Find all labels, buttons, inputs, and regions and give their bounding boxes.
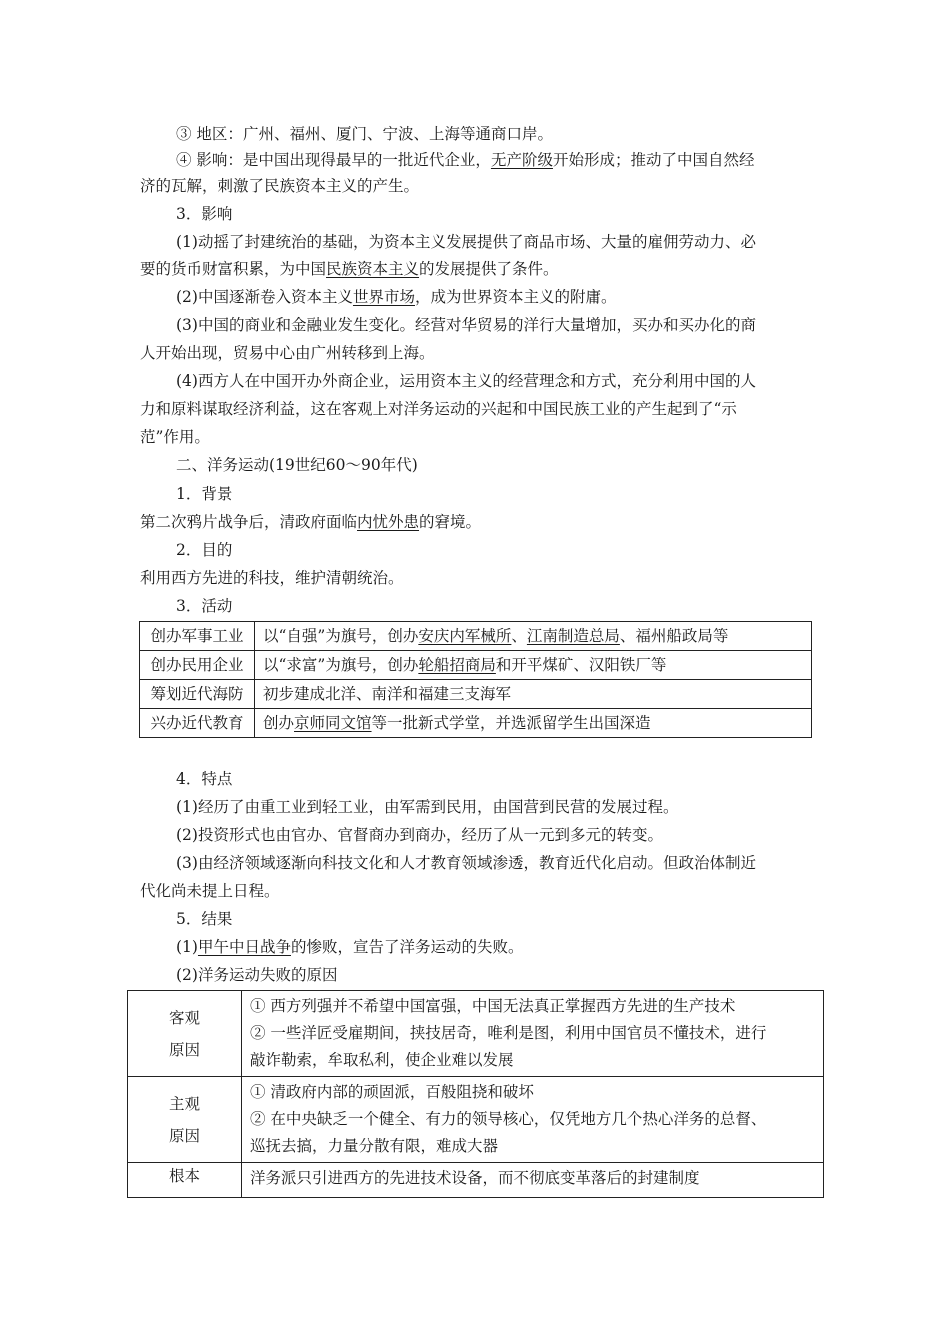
heading-features: 4．特点 [176,770,233,788]
underlined-term: 京师同文馆 [294,714,372,732]
underlined-term: 民族资本主义 [326,260,420,278]
failure-reasons-table [127,990,824,1198]
cell-key-line: 客观 [168,1008,200,1027]
table-cell-value [255,651,812,680]
cell-text: 以“自强”为旗号，创办 [263,627,419,645]
table-row [128,991,824,1077]
cell-line: 巡抚去搞，力量分散有限，难成大器 [250,1137,499,1155]
table-cell-value [242,1077,824,1163]
influence-4 [176,368,812,394]
table-cell-value [242,991,824,1077]
underlined-term: 内忧外患 [357,513,420,531]
heading-activities: 3．活动 [176,597,233,615]
cell-text: 、 [511,627,527,645]
table-row [128,1163,824,1198]
text-i4a: (4)西方人在中国开办外商企业，运用资本主义的经营理念和方式，充分利用中国的人 [176,372,756,390]
underlined-term: 轮船招商局 [418,656,496,674]
table-row [140,680,812,709]
influence-4-end [140,424,812,450]
table-cell-key [128,1077,242,1163]
cell-line: 敲诈勒索，牟取私利，使企业难以发展 [250,1051,514,1069]
text-i1b: 要的货币财富积累，为中国 [140,260,327,278]
influence-4-cont [140,396,812,422]
table-row [140,622,812,651]
cell-key-line: 原因 [168,1040,200,1059]
heading-aim: 2．目的 [176,541,233,559]
section-heading: 二、洋务运动(19世纪60～90年代) [176,456,418,474]
text-i1c: 的发展提供了条件。 [419,260,559,278]
text-i2a: (2)中国逐渐卷入资本主义 [176,288,353,306]
text-i1a: (1)动摇了封建统治的基础，为资本主义发展提供了商品市场、大量的雇佣劳动力、必 [176,233,756,251]
influence-3-cont [140,340,812,366]
feature-1: (1)经历了由重工业到轻工业，由军需到民用，由国营到民营的发展过程。 [176,798,679,816]
influence-3 [176,312,812,338]
result-2: (2)洋务运动失败的原因 [176,966,338,984]
table-cell-key: 创办民用企业 [140,651,255,680]
cell-text: 和开平煤矿、汉阳铁厂等 [495,656,667,674]
text-bg-b: 的窘境。 [419,513,482,531]
aim-text: 利用西方先进的科技，维护清朝统治。 [140,569,404,587]
text-r1p: (1) [176,938,198,956]
text-impact-c: 济的瓦解，刺激了民族资本主义的产生。 [140,177,420,195]
table-row [128,1077,824,1163]
influence-1-cont [140,256,812,282]
heading-background: 1．背景 [176,485,233,503]
cell-text: 、福州船政局等 [619,627,729,645]
text-bg-a: 第二次鸦片战争后，清政府面临 [140,513,358,531]
feature-3-cont: 代化尚未提上日程。 [140,882,280,900]
table-cell-key [128,991,242,1077]
table-row [140,709,812,738]
text-i3b: 人开始出现，贸易中心由广州转移到上海。 [140,344,435,362]
activities-table [139,621,812,738]
underlined-term: 安庆内军械所 [418,627,512,645]
text-i3a: (3)中国的商业和金融业发生变化。经营对华贸易的洋行大量增加，买办和买办化的商 [176,316,756,334]
table-cell-value [242,1163,824,1198]
feature-3: (3)由经济领域逐渐向科技文化和人才教育领域渗透，教育近代化启动。但政治体制近 [176,854,756,872]
feature-2: (2)投资形式也由官办、官督商办到商办，经历了从一元到多元的转变。 [176,826,663,844]
cell-line: 洋务派只引进西方的先进技术设备，而不彻底变革落后的封建制度 [250,1169,700,1187]
table-cell-value [255,709,812,738]
influence-1 [176,229,812,255]
result-1 [176,934,812,960]
cell-key-line: 主观 [168,1094,200,1113]
background-text [140,509,812,535]
heading-influence: 3．影响 [176,205,233,223]
table-cell-key: 筹划近代海防 [140,680,255,709]
text-i4b: 力和原料谋取经济利益，这在客观上对洋务运动的兴起和中国民族工业的产生起到了“示 [140,400,737,418]
paragraph-impact [176,147,812,173]
table-cell-value [255,622,812,651]
cell-line: ② 在中央缺乏一个健全、有力的领导核心，仅凭地方几个热心洋务的总督、 [250,1110,767,1128]
table-cell-key: 创办军事工业 [140,622,255,651]
cell-text: 创办 [263,714,295,732]
text-region: 广州、福州、厦门、宁波、上海等通商口岸。 [242,125,553,143]
text-impact-b: 开始形成；推动了中国自然经 [552,151,755,169]
table-cell-value: 初步建成北洋、南洋和福建三支海军 [255,680,812,709]
heading-result: 5．结果 [176,910,233,928]
cell-line: ① 清政府内部的顽固派，百般阻挠和破坏 [250,1083,534,1101]
table-cell-key: 兴办近代教育 [140,709,255,738]
influence-2 [176,284,812,310]
cell-line: ② 一些洋匠受雇期间，挟技居奇，唯利是图，利用中国官员不懂技术，进行 [250,1024,767,1042]
underlined-term: 甲午中日战争 [197,938,291,956]
table-cell-key: 根本 [128,1163,242,1198]
paragraph-impact-cont [140,173,812,199]
label-region: ③ 地区： [176,125,243,143]
text-i2b: ，成为世界资本主义的附庸。 [414,288,617,306]
text-i4c: 范”作用。 [140,428,210,446]
underlined-term: 无产阶级 [490,151,553,169]
cell-key-line: 原因 [168,1126,200,1145]
underlined-term: 世界市场 [352,288,415,306]
text-r1b: 的惨败，宣告了洋务运动的失败。 [290,938,524,956]
underlined-term: 江南制造总局 [526,627,620,645]
cell-line: ① 西方列强并不希望中国富强，中国无法真正掌握西方先进的生产技术 [250,997,736,1015]
paragraph-region [176,121,812,147]
table-row [140,651,812,680]
cell-text: 等一批新式学堂，并选派留学生出国深造 [371,714,651,732]
text-impact-a: ④ 影响：是中国出现得最早的一批近代企业， [176,151,491,169]
cell-text: 以“求富”为旗号，创办 [263,656,419,674]
